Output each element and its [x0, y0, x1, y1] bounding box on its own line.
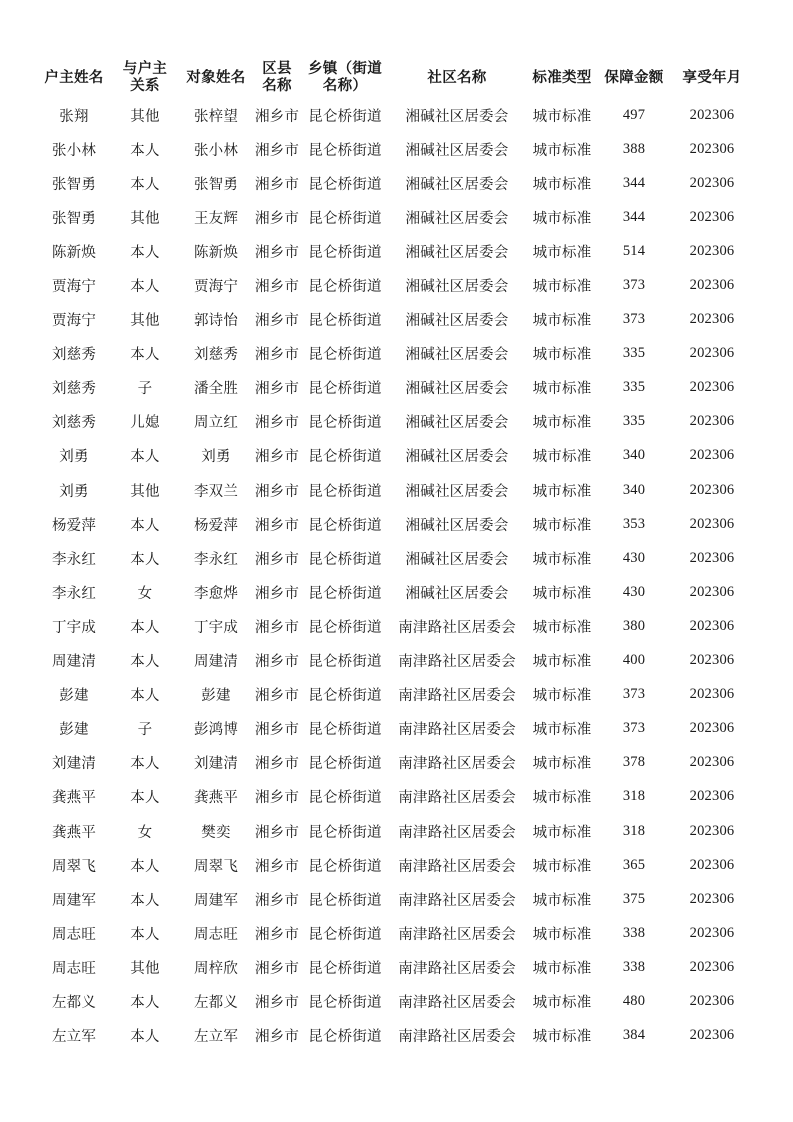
amount-cell: 480 — [622, 992, 646, 1009]
month-cell: 202306 — [689, 311, 735, 328]
month-cell: 202306 — [689, 924, 735, 941]
county-cell: 湘乡市 — [254, 347, 300, 364]
relationship-cell: 女 — [137, 824, 153, 841]
table-row — [38, 200, 754, 234]
household-head-cell: 刘勇 — [59, 483, 89, 500]
household-head-cell: 张翔 — [59, 108, 89, 125]
amount-cell: 340 — [622, 447, 646, 464]
amount-cell: 400 — [622, 652, 646, 669]
month-cell: 202306 — [689, 992, 735, 1009]
month-cell: 202306 — [689, 856, 735, 873]
household-head-cell: 周志旺 — [51, 960, 97, 977]
table-row — [38, 1019, 754, 1053]
month-cell: 202306 — [689, 447, 735, 464]
table-row — [38, 780, 754, 814]
community-cell: 湘碱社区居委会 — [405, 279, 509, 296]
standard-type-cell: 城市标准 — [532, 210, 592, 227]
household-head-cell: 刘慈秀 — [51, 347, 97, 364]
relationship-cell: 本人 — [130, 1029, 160, 1046]
beneficiary-name-cell: 杨爱萍 — [193, 517, 239, 534]
county-cell: 湘乡市 — [254, 824, 300, 841]
town-cell: 昆仑桥街道 — [308, 1029, 382, 1046]
month-cell: 202306 — [689, 686, 735, 703]
town-cell: 昆仑桥街道 — [308, 347, 382, 364]
county-cell: 湘乡市 — [254, 210, 300, 227]
document-page — [38, 58, 754, 1053]
community-cell: 南津路社区居委会 — [398, 994, 516, 1011]
amount-cell: 338 — [622, 924, 646, 941]
table-row — [38, 166, 754, 200]
month-cell: 202306 — [689, 379, 735, 396]
town-cell: 昆仑桥街道 — [308, 381, 382, 398]
town-cell: 昆仑桥街道 — [308, 619, 382, 636]
relationship-cell: 本人 — [130, 142, 160, 159]
community-cell: 湘碱社区居委会 — [405, 210, 509, 227]
table-header-row — [38, 58, 754, 98]
amount-cell: 335 — [622, 345, 646, 362]
month-cell: 202306 — [689, 890, 735, 907]
household-head-cell: 龚燕平 — [51, 824, 97, 841]
amount-cell: 335 — [622, 413, 646, 430]
county-cell: 湘乡市 — [254, 449, 300, 466]
beneficiary-name-cell: 周志旺 — [193, 926, 239, 943]
amount-cell: 384 — [622, 1027, 646, 1044]
standard-type-cell: 城市标准 — [532, 790, 592, 807]
month-cell: 202306 — [689, 652, 735, 669]
beneficiary-name-cell: 彭鸿博 — [193, 722, 239, 739]
community-cell: 南津路社区居委会 — [398, 926, 516, 943]
household-head-cell: 龚燕平 — [51, 790, 97, 807]
county-cell: 湘乡市 — [254, 244, 300, 261]
amount-cell: 353 — [622, 515, 646, 532]
town-cell: 昆仑桥街道 — [308, 279, 382, 296]
county-cell: 湘乡市 — [254, 790, 300, 807]
county-cell: 湘乡市 — [254, 619, 300, 636]
household-head-cell: 李永红 — [51, 551, 97, 568]
table-row — [38, 882, 754, 916]
month-cell: 202306 — [689, 1027, 735, 1044]
standard-type-cell: 城市标准 — [532, 722, 592, 739]
beneficiary-name-cell: 左都义 — [193, 994, 239, 1011]
community-cell: 南津路社区居委会 — [398, 960, 516, 977]
relationship-cell: 本人 — [130, 994, 160, 1011]
county-cell: 湘乡市 — [254, 722, 300, 739]
table-row — [38, 950, 754, 984]
relationship-cell: 本人 — [130, 790, 160, 807]
community-cell: 湘碱社区居委会 — [405, 244, 509, 261]
county-cell: 湘乡市 — [254, 858, 300, 875]
county-cell: 湘乡市 — [254, 960, 300, 977]
community-cell: 南津路社区居委会 — [398, 790, 516, 807]
header-town: 乡镇（街道 名称） — [308, 61, 382, 94]
table-row — [38, 916, 754, 950]
standard-type-cell: 城市标准 — [532, 449, 592, 466]
relationship-cell: 本人 — [130, 279, 160, 296]
town-cell: 昆仑桥街道 — [308, 892, 382, 909]
household-head-cell: 周翠飞 — [51, 858, 97, 875]
table-row — [38, 848, 754, 882]
household-head-cell: 刘慈秀 — [51, 415, 97, 432]
table-row — [38, 405, 754, 439]
town-cell: 昆仑桥街道 — [308, 483, 382, 500]
community-cell: 南津路社区居委会 — [398, 824, 516, 841]
standard-type-cell: 城市标准 — [532, 824, 592, 841]
household-head-cell: 陈新焕 — [51, 244, 97, 261]
county-cell: 湘乡市 — [254, 415, 300, 432]
county-cell: 湘乡市 — [254, 176, 300, 193]
beneficiary-name-cell: 王友辉 — [193, 210, 239, 227]
amount-cell: 373 — [622, 720, 646, 737]
standard-type-cell: 城市标准 — [532, 688, 592, 705]
standard-type-cell: 城市标准 — [532, 960, 592, 977]
relationship-cell: 其他 — [130, 210, 160, 227]
amount-cell: 373 — [622, 311, 646, 328]
header-month: 享受年月 — [682, 69, 742, 86]
header-standard-type: 标准类型 — [532, 69, 592, 86]
beneficiary-name-cell: 张梓望 — [193, 108, 239, 125]
amount-cell: 318 — [622, 788, 646, 805]
header-community: 社区名称 — [427, 69, 487, 86]
household-head-cell: 刘慈秀 — [51, 381, 97, 398]
relationship-cell: 本人 — [130, 244, 160, 261]
beneficiary-name-cell: 樊奕 — [201, 824, 231, 841]
amount-cell: 318 — [622, 822, 646, 839]
table-row — [38, 371, 754, 405]
household-head-cell: 张智勇 — [51, 210, 97, 227]
month-cell: 202306 — [689, 242, 735, 259]
household-head-cell: 左立军 — [51, 1029, 97, 1046]
household-head-cell: 李永红 — [51, 585, 97, 602]
town-cell: 昆仑桥街道 — [308, 790, 382, 807]
beneficiary-name-cell: 郭诗怡 — [193, 313, 239, 330]
table-row — [38, 541, 754, 575]
household-head-cell: 丁宇成 — [51, 619, 97, 636]
county-cell: 湘乡市 — [254, 654, 300, 671]
beneficiary-name-cell: 张小林 — [193, 142, 239, 159]
standard-type-cell: 城市标准 — [532, 858, 592, 875]
amount-cell: 378 — [622, 754, 646, 771]
county-cell: 湘乡市 — [254, 142, 300, 159]
relationship-cell: 女 — [137, 585, 153, 602]
amount-cell: 388 — [622, 140, 646, 157]
amount-cell: 365 — [622, 856, 646, 873]
community-cell: 湘碱社区居委会 — [405, 347, 509, 364]
month-cell: 202306 — [689, 413, 735, 430]
relationship-cell: 本人 — [130, 449, 160, 466]
month-cell: 202306 — [689, 617, 735, 634]
table-row — [38, 984, 754, 1018]
standard-type-cell: 城市标准 — [532, 756, 592, 773]
relationship-cell: 本人 — [130, 619, 160, 636]
standard-type-cell: 城市标准 — [532, 381, 592, 398]
county-cell: 湘乡市 — [254, 483, 300, 500]
relationship-cell: 本人 — [130, 926, 160, 943]
amount-cell: 430 — [622, 549, 646, 566]
standard-type-cell: 城市标准 — [532, 994, 592, 1011]
standard-type-cell: 城市标准 — [532, 108, 592, 125]
household-head-cell: 左都义 — [51, 994, 97, 1011]
community-cell: 湘碱社区居委会 — [405, 415, 509, 432]
community-cell: 南津路社区居委会 — [398, 1029, 516, 1046]
community-cell: 南津路社区居委会 — [398, 722, 516, 739]
relationship-cell: 本人 — [130, 176, 160, 193]
beneficiary-name-cell: 周梓欣 — [193, 960, 239, 977]
town-cell: 昆仑桥街道 — [308, 688, 382, 705]
town-cell: 昆仑桥街道 — [308, 108, 382, 125]
county-cell: 湘乡市 — [254, 994, 300, 1011]
town-cell: 昆仑桥街道 — [308, 994, 382, 1011]
assistance-table — [38, 58, 754, 1053]
beneficiary-name-cell: 张智勇 — [193, 176, 239, 193]
month-cell: 202306 — [689, 958, 735, 975]
month-cell: 202306 — [689, 549, 735, 566]
standard-type-cell: 城市标准 — [532, 142, 592, 159]
relationship-cell: 子 — [137, 722, 153, 739]
table-row — [38, 678, 754, 712]
county-cell: 湘乡市 — [254, 381, 300, 398]
beneficiary-name-cell: 左立军 — [193, 1029, 239, 1046]
table-row — [38, 439, 754, 473]
standard-type-cell: 城市标准 — [532, 415, 592, 432]
community-cell: 南津路社区居委会 — [398, 858, 516, 875]
community-cell: 南津路社区居委会 — [398, 892, 516, 909]
town-cell: 昆仑桥街道 — [308, 824, 382, 841]
amount-cell: 375 — [622, 890, 646, 907]
amount-cell: 335 — [622, 379, 646, 396]
community-cell: 湘碱社区居委会 — [405, 108, 509, 125]
month-cell: 202306 — [689, 277, 735, 294]
table-row — [38, 473, 754, 507]
standard-type-cell: 城市标准 — [532, 585, 592, 602]
beneficiary-name-cell: 李愈烨 — [193, 585, 239, 602]
beneficiary-name-cell: 刘勇 — [201, 449, 231, 466]
table-row — [38, 303, 754, 337]
month-cell: 202306 — [689, 208, 735, 225]
standard-type-cell: 城市标准 — [532, 1029, 592, 1046]
table-body — [38, 98, 754, 1053]
community-cell: 湘碱社区居委会 — [405, 517, 509, 534]
standard-type-cell: 城市标准 — [532, 892, 592, 909]
beneficiary-name-cell: 周建清 — [193, 654, 239, 671]
beneficiary-name-cell: 周翠飞 — [193, 858, 239, 875]
beneficiary-name-cell: 潘全胜 — [193, 381, 239, 398]
standard-type-cell: 城市标准 — [532, 176, 592, 193]
county-cell: 湘乡市 — [254, 756, 300, 773]
county-cell: 湘乡市 — [254, 279, 300, 296]
amount-cell: 380 — [622, 617, 646, 634]
relationship-cell: 本人 — [130, 517, 160, 534]
table-row — [38, 337, 754, 371]
table-row — [38, 746, 754, 780]
month-cell: 202306 — [689, 583, 735, 600]
relationship-cell: 本人 — [130, 347, 160, 364]
town-cell: 昆仑桥街道 — [308, 722, 382, 739]
town-cell: 昆仑桥街道 — [308, 960, 382, 977]
beneficiary-name-cell: 陈新焕 — [193, 244, 239, 261]
relationship-cell: 其他 — [130, 108, 160, 125]
amount-cell: 497 — [622, 106, 646, 123]
month-cell: 202306 — [689, 754, 735, 771]
amount-cell: 340 — [622, 481, 646, 498]
town-cell: 昆仑桥街道 — [308, 449, 382, 466]
county-cell: 湘乡市 — [254, 688, 300, 705]
standard-type-cell: 城市标准 — [532, 517, 592, 534]
relationship-cell: 本人 — [130, 654, 160, 671]
amount-cell: 514 — [622, 242, 646, 259]
header-amount: 保障金额 — [604, 69, 664, 86]
month-cell: 202306 — [689, 140, 735, 157]
table-row — [38, 644, 754, 678]
household-head-cell: 杨爱萍 — [51, 517, 97, 534]
table-row — [38, 234, 754, 268]
relationship-cell: 儿媳 — [130, 415, 160, 432]
amount-cell: 430 — [622, 583, 646, 600]
town-cell: 昆仑桥街道 — [308, 926, 382, 943]
relationship-cell: 子 — [137, 381, 153, 398]
community-cell: 湘碱社区居委会 — [405, 449, 509, 466]
header-county: 区县 名称 — [262, 61, 292, 94]
county-cell: 湘乡市 — [254, 892, 300, 909]
table-row — [38, 575, 754, 609]
standard-type-cell: 城市标准 — [532, 313, 592, 330]
header-household-head: 户主姓名 — [44, 69, 104, 86]
month-cell: 202306 — [689, 822, 735, 839]
month-cell: 202306 — [689, 174, 735, 191]
town-cell: 昆仑桥街道 — [308, 313, 382, 330]
month-cell: 202306 — [689, 788, 735, 805]
community-cell: 湘碱社区居委会 — [405, 585, 509, 602]
relationship-cell: 其他 — [130, 960, 160, 977]
month-cell: 202306 — [689, 481, 735, 498]
table-row — [38, 507, 754, 541]
household-head-cell: 刘建清 — [51, 756, 97, 773]
standard-type-cell: 城市标准 — [532, 279, 592, 296]
town-cell: 昆仑桥街道 — [308, 517, 382, 534]
table-row — [38, 268, 754, 302]
household-head-cell: 周建清 — [51, 654, 97, 671]
community-cell: 湘碱社区居委会 — [405, 176, 509, 193]
table-row — [38, 814, 754, 848]
header-beneficiary-name: 对象姓名 — [186, 69, 246, 86]
beneficiary-name-cell: 贾海宁 — [193, 279, 239, 296]
household-head-cell: 张小林 — [51, 142, 97, 159]
household-head-cell: 贾海宁 — [51, 279, 97, 296]
standard-type-cell: 城市标准 — [532, 926, 592, 943]
town-cell: 昆仑桥街道 — [308, 142, 382, 159]
community-cell: 湘碱社区居委会 — [405, 483, 509, 500]
beneficiary-name-cell: 丁宇成 — [193, 619, 239, 636]
town-cell: 昆仑桥街道 — [308, 244, 382, 261]
town-cell: 昆仑桥街道 — [308, 756, 382, 773]
standard-type-cell: 城市标准 — [532, 347, 592, 364]
community-cell: 南津路社区居委会 — [398, 756, 516, 773]
community-cell: 湘碱社区居委会 — [405, 142, 509, 159]
community-cell: 南津路社区居委会 — [398, 619, 516, 636]
relationship-cell: 其他 — [130, 313, 160, 330]
household-head-cell: 张智勇 — [51, 176, 97, 193]
table-row — [38, 712, 754, 746]
relationship-cell: 本人 — [130, 756, 160, 773]
table-row — [38, 609, 754, 643]
community-cell: 湘碱社区居委会 — [405, 313, 509, 330]
amount-cell: 344 — [622, 174, 646, 191]
county-cell: 湘乡市 — [254, 313, 300, 330]
standard-type-cell: 城市标准 — [532, 244, 592, 261]
household-head-cell: 贾海宁 — [51, 313, 97, 330]
amount-cell: 344 — [622, 208, 646, 225]
month-cell: 202306 — [689, 515, 735, 532]
beneficiary-name-cell: 彭建 — [201, 688, 231, 705]
town-cell: 昆仑桥街道 — [308, 585, 382, 602]
beneficiary-name-cell: 龚燕平 — [193, 790, 239, 807]
relationship-cell: 本人 — [130, 688, 160, 705]
town-cell: 昆仑桥街道 — [308, 415, 382, 432]
header-relationship: 与户主 关系 — [122, 61, 168, 94]
county-cell: 湘乡市 — [254, 108, 300, 125]
town-cell: 昆仑桥街道 — [308, 551, 382, 568]
community-cell: 湘碱社区居委会 — [405, 551, 509, 568]
community-cell: 南津路社区居委会 — [398, 654, 516, 671]
month-cell: 202306 — [689, 345, 735, 362]
standard-type-cell: 城市标准 — [532, 654, 592, 671]
beneficiary-name-cell: 周建军 — [193, 892, 239, 909]
household-head-cell: 周志旺 — [51, 926, 97, 943]
community-cell: 湘碱社区居委会 — [405, 381, 509, 398]
amount-cell: 338 — [622, 958, 646, 975]
town-cell: 昆仑桥街道 — [308, 654, 382, 671]
relationship-cell: 本人 — [130, 858, 160, 875]
relationship-cell: 本人 — [130, 551, 160, 568]
amount-cell: 373 — [622, 277, 646, 294]
town-cell: 昆仑桥街道 — [308, 858, 382, 875]
household-head-cell: 彭建 — [59, 722, 89, 739]
county-cell: 湘乡市 — [254, 926, 300, 943]
county-cell: 湘乡市 — [254, 1029, 300, 1046]
county-cell: 湘乡市 — [254, 585, 300, 602]
household-head-cell: 周建军 — [51, 892, 97, 909]
beneficiary-name-cell: 李双兰 — [193, 483, 239, 500]
relationship-cell: 本人 — [130, 892, 160, 909]
beneficiary-name-cell: 周立红 — [193, 415, 239, 432]
relationship-cell: 其他 — [130, 483, 160, 500]
standard-type-cell: 城市标准 — [532, 619, 592, 636]
standard-type-cell: 城市标准 — [532, 551, 592, 568]
town-cell: 昆仑桥街道 — [308, 210, 382, 227]
standard-type-cell: 城市标准 — [532, 483, 592, 500]
county-cell: 湘乡市 — [254, 517, 300, 534]
table-row — [38, 98, 754, 132]
county-cell: 湘乡市 — [254, 551, 300, 568]
town-cell: 昆仑桥街道 — [308, 176, 382, 193]
household-head-cell: 刘勇 — [59, 449, 89, 466]
amount-cell: 373 — [622, 686, 646, 703]
table-row — [38, 132, 754, 166]
community-cell: 南津路社区居委会 — [398, 688, 516, 705]
beneficiary-name-cell: 李永红 — [193, 551, 239, 568]
month-cell: 202306 — [689, 106, 735, 123]
household-head-cell: 彭建 — [59, 688, 89, 705]
beneficiary-name-cell: 刘慈秀 — [193, 347, 239, 364]
beneficiary-name-cell: 刘建清 — [193, 756, 239, 773]
month-cell: 202306 — [689, 720, 735, 737]
